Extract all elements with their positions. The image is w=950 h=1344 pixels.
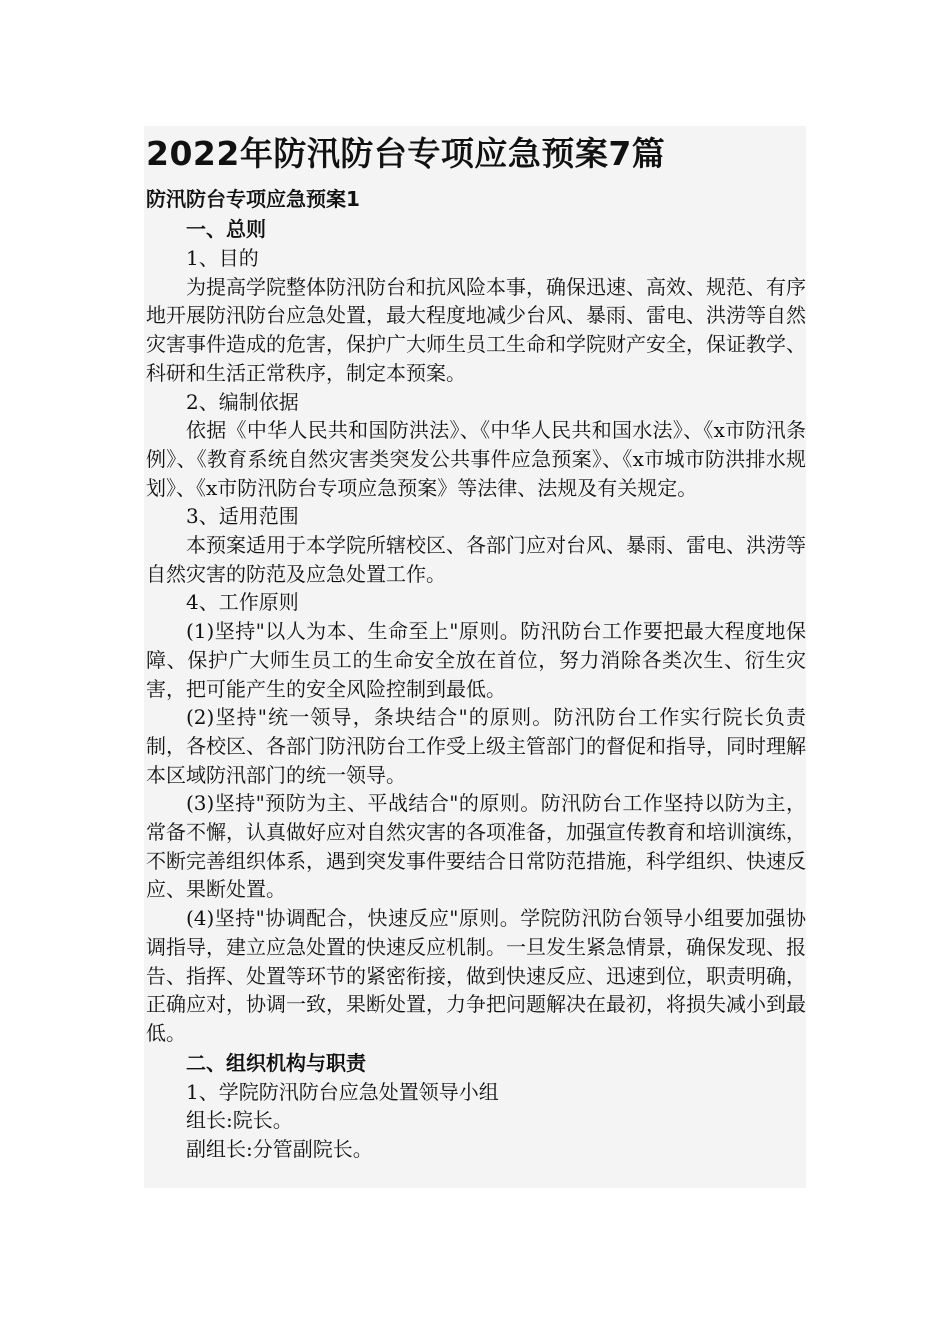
paragraph: 2、编制依据 bbox=[186, 389, 299, 414]
section-subtitle: 防汛防台专项应急预案1 bbox=[146, 187, 360, 211]
paragraph: 1、目的 bbox=[186, 246, 259, 270]
paragraph: 4、工作原则 bbox=[186, 590, 299, 615]
document-page bbox=[144, 126, 806, 1188]
paragraph: 为提高学院整体防汛防台和抗风险本事，确保迅速、高效、规范、有序地开展防汛防台应急处置，最大程度地减少台风、暴雨、雷电、洪涝等自然灾害事件造成的危害，保护广大师生员工生命和学院财产安全，保证教学、科研和生活正常秩序，制定本预案。 bbox=[146, 274, 806, 385]
paragraph: (3)坚持"预防为主、平战结合"的原则。防汛防台工作坚持以防为主，常备不懈，认真做好应对自然灾害的各项准备，加强宣传教育和培训演练，不断完善组织体系，遇到突发事件要结合日常防范措施，科学组织、快速反应、果断处置。 bbox=[146, 791, 806, 902]
paragraph: 1、学院防汛防台应急处置领导小组 bbox=[186, 1079, 499, 1104]
heading-organization: 二、组织机构与职责 bbox=[186, 1050, 366, 1075]
paragraph: (2)坚持"统一领导，条块结合"的原则。防汛防台工作实行院长负责制，各校区、各部门防汛防台工作受上级主管部门的督促和指导，同时理解本区域防汛部门的统一领导。 bbox=[146, 705, 806, 787]
paragraph: 3、适用范围 bbox=[186, 504, 299, 529]
paragraph: (4)坚持"协调配合，快速反应"原则。学院防汛防台领导小组要加强协调指导，建立应急处置的快速反应机制。一旦发生紧急情景，确保发现、报告、指挥、处置等环节的紧密衔接，做到快速反应、迅速到位，职责明确，正确应对，协调一致，果断处置，力争把问题解决在最初，将损失减小到最低。 bbox=[146, 906, 806, 1045]
paragraph: 副组长:分管副院长。 bbox=[186, 1137, 373, 1162]
paragraph: (1)坚持"以人为本、生命至上"原则。防汛防台工作要把最大程度地保障、保护广大师生员工的生命安全放在首位，努力消除各类次生、衍生灾害，把可能产生的安全风险控制到最低。 bbox=[146, 619, 806, 701]
heading-general: 一、总则 bbox=[186, 217, 266, 241]
body-text bbox=[146, 214, 806, 1164]
document-title: 2022年防汛防台专项应急预案7篇 bbox=[146, 134, 666, 173]
paragraph: 本预案适用于本学院所辖校区、各部门应对台风、暴雨、雷电、洪涝等自然灾害的防范及应急处置工作。 bbox=[146, 533, 806, 586]
paragraph: 依据《中华人民共和国防洪法》、《中华人民共和国水法》、《x市防汛条例》、《教育系统自然灾害类突发公共事件应急预案》、《x市城市防洪排水规划》、《x市防汛防台专项应急预案》等法律、法规及有关规定。 bbox=[146, 418, 806, 500]
paragraph: 组长:院长。 bbox=[186, 1108, 293, 1133]
document-content bbox=[146, 132, 806, 1164]
